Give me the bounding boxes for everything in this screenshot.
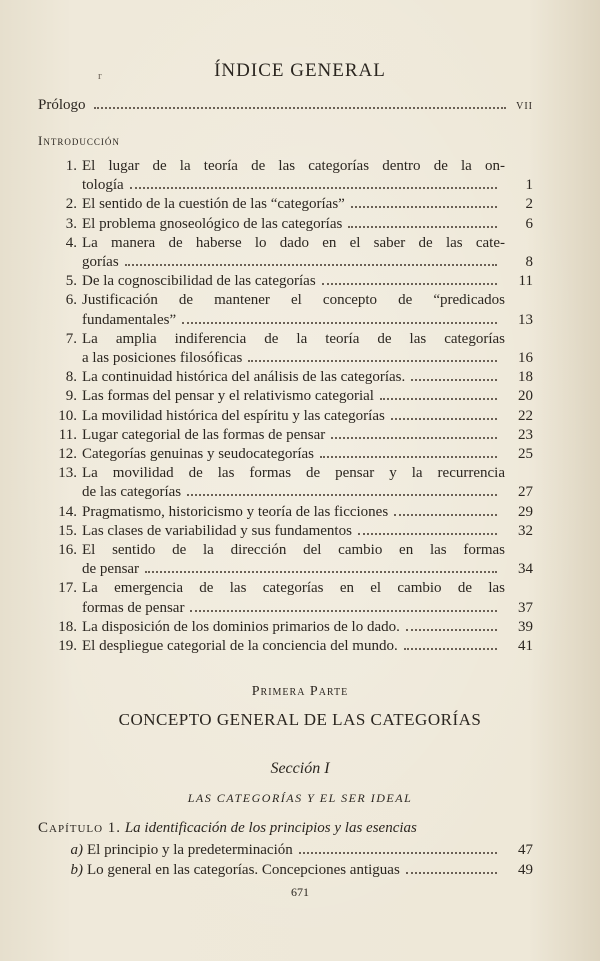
entry-page: 16 [518,350,533,367]
entry-text: El sentido de la cuestión de las “categorías” [82,196,345,213]
entry-text: La continuidad histórica del análisis de las categorías. [82,369,406,386]
toc-entry[interactable] [38,195,533,214]
subsection-entry[interactable] [38,841,533,861]
entry-text: De la cognoscibilidad de las categorías [82,273,316,290]
entry-page: 29 [518,503,533,520]
entry-line [82,541,533,560]
entry-number: 3. [65,215,77,232]
entry-line [82,522,533,541]
entry-text: El despliegue categorial de la conciencia del mundo. [82,638,398,655]
entry-line [82,176,533,195]
entry-line [82,195,533,214]
toc-entry[interactable] [38,522,533,541]
entry-body [82,368,533,387]
entry-page: 37 [518,599,533,616]
subsection-page: 49 [518,861,533,878]
entry-line [82,234,533,253]
subsection-text: Lo general en las categorías. Concepciones antiguas [87,861,400,878]
entry-text: fundamentales” [82,311,177,328]
entry-line [82,579,533,598]
entry-line [82,618,533,637]
entry-text: gorías [82,254,119,271]
entry-number: 11. [58,426,77,443]
subsection-page: 47 [518,842,533,858]
entry-text: a las posiciones filosóficas [82,350,243,367]
entry-text: Pragmatismo, historicismo y teoría de las ficciones [82,503,389,520]
toc-entry[interactable] [38,637,533,656]
entry-body [82,426,533,445]
entry-body [82,330,533,368]
toc-entry[interactable] [38,445,533,464]
entry-body [82,579,533,617]
toc-entry[interactable] [38,407,533,426]
entry-line [82,464,533,483]
page-title: ÍNDICE GENERAL [214,60,386,81]
entry-text: La emergencia de las categorías en el cambio de las [82,580,505,597]
entry-text: de pensar [82,561,140,578]
entry-page: 2 [525,196,533,213]
entry-text: de las categorías [82,484,182,501]
subsection-text: El principio y la predeterminación [87,842,293,858]
entry-line [82,445,533,464]
entry-page: 18 [518,369,533,386]
entry-text: El sentido de la dirección del cambio en las formas [82,542,505,559]
entry-body [82,272,533,291]
subsection-letter: b) [70,861,83,878]
entry-number: 1. [65,158,77,174]
subsection-letter: a) [70,842,83,858]
entry-body [82,541,533,579]
prologo-page: vii [516,98,533,113]
entry-line [82,272,533,291]
toc-list [38,157,533,656]
leader-dots [320,456,497,458]
entry-number: 16. [58,542,77,559]
entry-page: 34 [518,561,533,578]
entry-page: 39 [518,618,533,635]
entry-number: 13. [58,465,77,482]
entry-line [82,387,533,406]
entry-line [82,599,533,618]
entry-number: 17. [58,580,77,597]
leader-dots [182,322,497,324]
leader-dots [299,852,497,854]
entry-text: tología [82,177,124,194]
entry-line [82,349,533,368]
toc-entry[interactable] [38,291,533,329]
entry-page: 41 [518,638,533,655]
entry-line [82,426,533,445]
entry-body [82,637,533,656]
leader-dots [406,872,497,874]
entry-body [82,522,533,541]
entry-number: 6. [65,292,77,309]
entry-page: 20 [518,388,533,405]
leader-dots [348,226,497,228]
subsection-list [38,841,533,880]
toc-entry[interactable] [38,215,533,234]
entry-line [82,215,533,234]
entry-text: Categorías genuinas y seudocategorías [82,446,315,463]
entry-number: 8. [65,369,77,386]
leader-dots [411,379,497,381]
entry-number: 10. [58,407,77,424]
entry-body [82,291,533,329]
toc-entry[interactable] [38,426,533,445]
entry-text: La disposición de los dominios primarios de lo dado. [82,618,400,635]
entry-line [82,291,533,310]
entry-number: 7. [65,330,77,347]
leader-dots [391,418,497,420]
leader-dots [331,437,497,439]
leader-dots [404,648,497,650]
entry-text: Lugar categorial de las formas de pensar [82,426,326,443]
entry-page: 25 [518,446,533,463]
entry-page: 8 [525,254,533,271]
section-label: Sección I [270,760,330,777]
entry-body [82,234,533,272]
entry-number: 4. [65,234,77,251]
entry-number: 12. [58,446,77,463]
entry-page: 13 [518,311,533,328]
toc-entry-prologo[interactable] [38,97,533,114]
entry-line [82,503,533,522]
entry-number: 14. [58,503,77,520]
margin-mark: r [98,70,102,82]
toc-entry[interactable] [38,541,533,579]
leader-dots [130,187,497,189]
page-number: 671 [291,885,309,899]
leader-dots [190,610,497,612]
entry-line [82,483,533,502]
leader-dots [358,533,497,535]
entry-text: La movilidad histórica del espíritu y las categorías [82,407,385,424]
chapter-title: La identificación de los principios y las esencias [124,820,417,836]
leader-dots [351,206,497,208]
entry-line [82,330,533,349]
leader-dots [406,629,497,631]
entry-page: 32 [518,522,533,539]
entry-number: 15. [58,522,77,539]
entry-body [82,618,533,637]
entry-text: El problema gnoseológico de las categorías [82,215,343,232]
part-title: CONCEPTO GENERAL DE LAS CATEGORÍAS [118,710,482,729]
leader-dots [145,571,497,573]
entry-text: Las clases de variabilidad y sus fundamentos [82,522,352,539]
entry-line [82,311,533,330]
entry-body [82,464,533,502]
toc-entry[interactable] [38,368,533,387]
entry-body [82,407,533,426]
entry-line [82,368,533,387]
entry-body [82,445,533,464]
chapter-label: Capítulo 1. [38,820,122,836]
toc-entry[interactable] [38,464,533,502]
entry-body [82,195,533,214]
entry-body [82,387,533,406]
entry-text: La amplia indiferencia de la teoría de las categorías [82,330,505,347]
part-label: Primera Parte [251,684,349,699]
toc-entry[interactable] [38,272,533,291]
leader-dots [322,283,497,285]
entry-number: 9. [65,388,77,405]
toc-entry[interactable] [38,579,533,617]
entry-number: 5. [65,273,77,290]
leader-dots [380,398,497,400]
entry-page: 22 [518,407,533,424]
entry-page: 23 [518,426,533,443]
entry-page: 27 [518,484,533,501]
entry-body [82,215,533,234]
entry-line [82,560,533,579]
entry-line [82,253,533,272]
entry-number: 2. [65,196,77,213]
leader-dots [394,514,497,516]
entry-page: 1 [525,177,533,194]
leader-dots [125,264,497,266]
entry-line [82,407,533,426]
entry-text: Las formas del pensar y el relativismo categorial [82,388,374,405]
toc-entry[interactable] [38,330,533,368]
leader-dots [248,360,497,362]
entry-text: La movilidad de las formas de pensar y la recurrencia [82,465,505,482]
subsection-entry[interactable] [38,861,533,881]
entry-text: La manera de haberse lo dado en el saber de las cate- [82,234,505,251]
toc-entry[interactable] [38,234,533,272]
introduccion-heading: Introducción [38,133,120,148]
entry-text: Justificación de mantener el concepto de “predicados [82,292,505,309]
entry-text: El lugar de la teoría de las categorías dentro de la on- [82,158,505,174]
toc-entry[interactable] [38,618,533,637]
toc-entry[interactable] [38,387,533,406]
chapter-heading[interactable] [38,820,533,837]
entry-number: 18. [58,618,77,635]
entry-body [82,157,533,195]
entry-text: formas de pensar [82,599,185,616]
entry-page: 11 [518,273,533,290]
prologo-label: Prólogo [38,97,86,113]
leader-dots [187,494,497,496]
entry-body [82,503,533,522]
entry-number: 19. [58,638,77,655]
entry-line [82,157,533,176]
toc-entry[interactable] [38,157,533,195]
entry-line [82,637,533,656]
entry-page: 6 [525,215,533,232]
leader-dots [94,107,507,109]
section-title: LAS CATEGORÍAS Y EL SER IDEAL [187,791,413,805]
toc-entry[interactable] [38,503,533,522]
